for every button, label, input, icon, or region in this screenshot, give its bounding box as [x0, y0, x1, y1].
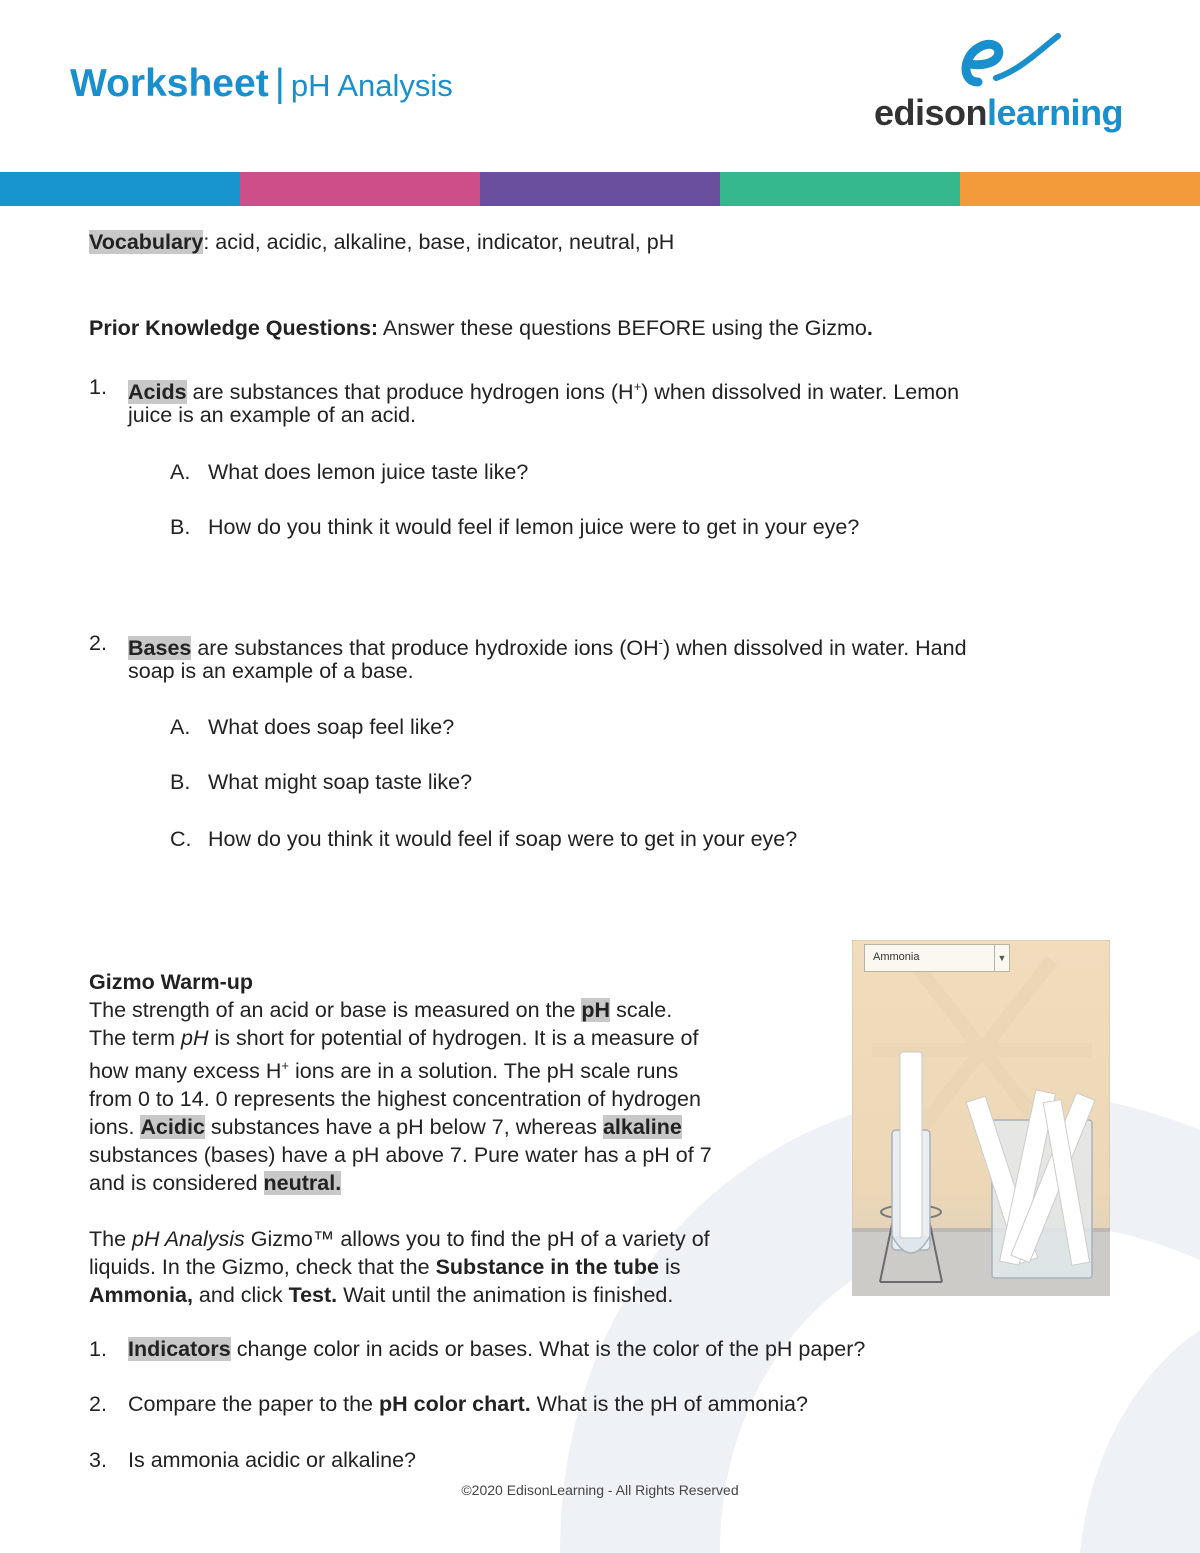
- warmup-p2-c: liquids. In the Gizmo, check that the: [89, 1255, 430, 1280]
- prior-knowledge-label: Prior Knowledge Questions:: [89, 316, 379, 340]
- q1b-text: How do you think it would feel if lemon juice were to get in your eye?: [208, 515, 860, 539]
- vocabulary-line: [89, 228, 674, 256]
- logo-wordmark: [874, 92, 1123, 134]
- substance-dropdown[interactable]: [864, 944, 1010, 972]
- q2-sup: -: [658, 635, 663, 650]
- vocabulary-label: Vocabulary: [89, 230, 204, 254]
- warmup-p2-e: and click: [198, 1283, 283, 1308]
- gizmo-scene: [852, 940, 1110, 1296]
- warmup-p1-f: ions are in a solution. The pH scale runs: [294, 1059, 679, 1084]
- q1-text-b: ) when dissolved in water. Lemon: [641, 380, 960, 405]
- title-worksheet: Worksheet: [70, 62, 269, 105]
- q1b-letter: B.: [170, 515, 191, 539]
- q1-line2: juice is an example of an acid.: [128, 403, 417, 427]
- vocabulary-colon: :: [203, 230, 210, 254]
- warmup-q1-number: 1.: [89, 1337, 107, 1361]
- q1-text-a: are substances that produce hydrogen ions (H: [192, 380, 634, 405]
- q2c-text: How do you think it would feel if soap were to get in your eye?: [208, 827, 798, 851]
- warmup-p2-d: is: [664, 1255, 681, 1280]
- warmup-paragraph-2: [89, 1225, 809, 1309]
- q2a-text: What does soap feel like?: [208, 715, 455, 739]
- warmup-q2-a: Compare the paper to the: [128, 1392, 374, 1416]
- logo-wordmark-learning: learning: [987, 92, 1124, 133]
- prior-knowledge-period: .: [866, 316, 873, 340]
- warmup-p1-e: how many excess H: [89, 1059, 282, 1084]
- warmup-p2-a: The: [89, 1227, 127, 1252]
- q2c-letter: C.: [170, 827, 192, 851]
- stripe-green: [720, 172, 960, 206]
- page-title: [70, 62, 453, 106]
- warmup-alkaline-term: alkaline: [602, 1115, 682, 1140]
- warmup-p2-italic: pH Analysis: [132, 1227, 245, 1252]
- warmup-q2-bold: pH color chart.: [379, 1392, 531, 1416]
- warmup-q3-number: 3.: [89, 1448, 107, 1472]
- q2a-letter: A.: [170, 715, 191, 739]
- warmup-ph-term: pH: [581, 998, 611, 1022]
- q1a-letter: A.: [170, 460, 191, 484]
- q2-number: 2.: [89, 631, 107, 655]
- stripe-pink: [240, 172, 480, 206]
- gizmo-screenshot: [852, 940, 1110, 1296]
- warmup-p1-d: is short for potential of hydrogen. It is a measure of: [214, 1026, 699, 1050]
- warmup-heading: Gizmo Warm-up: [89, 970, 254, 994]
- q1a-text: What does lemon juice taste like?: [208, 460, 529, 484]
- warmup-ph-italic: pH: [181, 1026, 209, 1050]
- warmup-p2-b: Gizmo™ allows you to find the pH of a variety of: [250, 1227, 710, 1252]
- title-subject: pH Analysis: [290, 68, 453, 103]
- warmup-p1-h: ions.: [89, 1115, 135, 1140]
- title-separator: |: [274, 62, 285, 105]
- chevron-down-icon[interactable]: ▼: [994, 945, 1009, 971]
- footer-copyright: ©2020 EdisonLearning - All Rights Reserved: [461, 1482, 739, 1498]
- warmup-substance-label: Substance in the tube: [435, 1255, 659, 1280]
- prior-knowledge-heading: [89, 314, 873, 342]
- warmup-paragraph-1: [89, 996, 809, 1197]
- warmup-test: Test.: [288, 1283, 338, 1308]
- q2-term: Bases: [128, 636, 192, 661]
- prior-knowledge-instruction: Answer these questions BEFORE using the Gizmo: [382, 316, 867, 340]
- q2b-text: What might soap taste like?: [208, 770, 473, 794]
- warmup-p1-b: scale.: [616, 998, 673, 1022]
- warmup-q1-body: change color in acids or bases. What is the color of the pH paper?: [236, 1337, 866, 1361]
- q1-sup: +: [633, 379, 642, 394]
- color-stripe: [0, 172, 1200, 206]
- warmup-p1-k: and is considered: [89, 1171, 258, 1196]
- q2-text-b: ) when dissolved in water. Hand: [663, 636, 967, 661]
- edison-learning-logo: [870, 30, 1140, 140]
- logo-e-icon: [870, 30, 1140, 100]
- warmup-q1-term: Indicators: [128, 1337, 231, 1361]
- vocabulary-terms: acid, acidic, alkaline, base, indicator, neutral, pH: [215, 230, 675, 254]
- q1-number: 1.: [89, 375, 107, 399]
- stripe-purple: [480, 172, 720, 206]
- q2-line2: soap is an example of a base.: [128, 659, 414, 683]
- q1-term: Acids: [128, 380, 187, 405]
- warmup-p1-a: The strength of an acid or base is measured on the: [89, 998, 576, 1022]
- warmup-q2-number: 2.: [89, 1392, 107, 1416]
- logo-wordmark-edison: edison: [874, 92, 988, 133]
- stripe-blue: [0, 172, 240, 206]
- warmup-q2-b: What is the pH of ammonia?: [536, 1392, 808, 1416]
- warmup-p1-j: substances (bases) have a pH above 7. Pure water has a pH of 7: [89, 1143, 712, 1168]
- warmup-p2-f: Wait until the animation is finished.: [343, 1283, 674, 1308]
- q2b-letter: B.: [170, 770, 191, 794]
- warmup-ammonia: Ammonia,: [89, 1283, 193, 1308]
- warmup-q1-text: [128, 1335, 865, 1363]
- warmup-p1-sup: +: [281, 1058, 289, 1073]
- warmup-acidic-term: Acidic: [140, 1115, 205, 1140]
- warmup-p1-c: The term: [89, 1026, 176, 1050]
- warmup-p1-i: substances have a pH below 7, whereas: [210, 1115, 597, 1140]
- stripe-orange: [960, 172, 1200, 206]
- warmup-q3-text: Is ammonia acidic or alkaline?: [128, 1448, 416, 1472]
- q2-text-a: are substances that produce hydroxide ions (OH: [197, 636, 659, 661]
- warmup-p1-g: from 0 to 14. 0 represents the highest concentration of hydrogen: [89, 1087, 701, 1112]
- gizmo-warmup-section: [89, 968, 809, 1309]
- substance-dropdown-value: Ammonia: [873, 951, 920, 963]
- warmup-neutral-term: neutral.: [263, 1171, 342, 1196]
- warmup-q2-text: [128, 1390, 808, 1418]
